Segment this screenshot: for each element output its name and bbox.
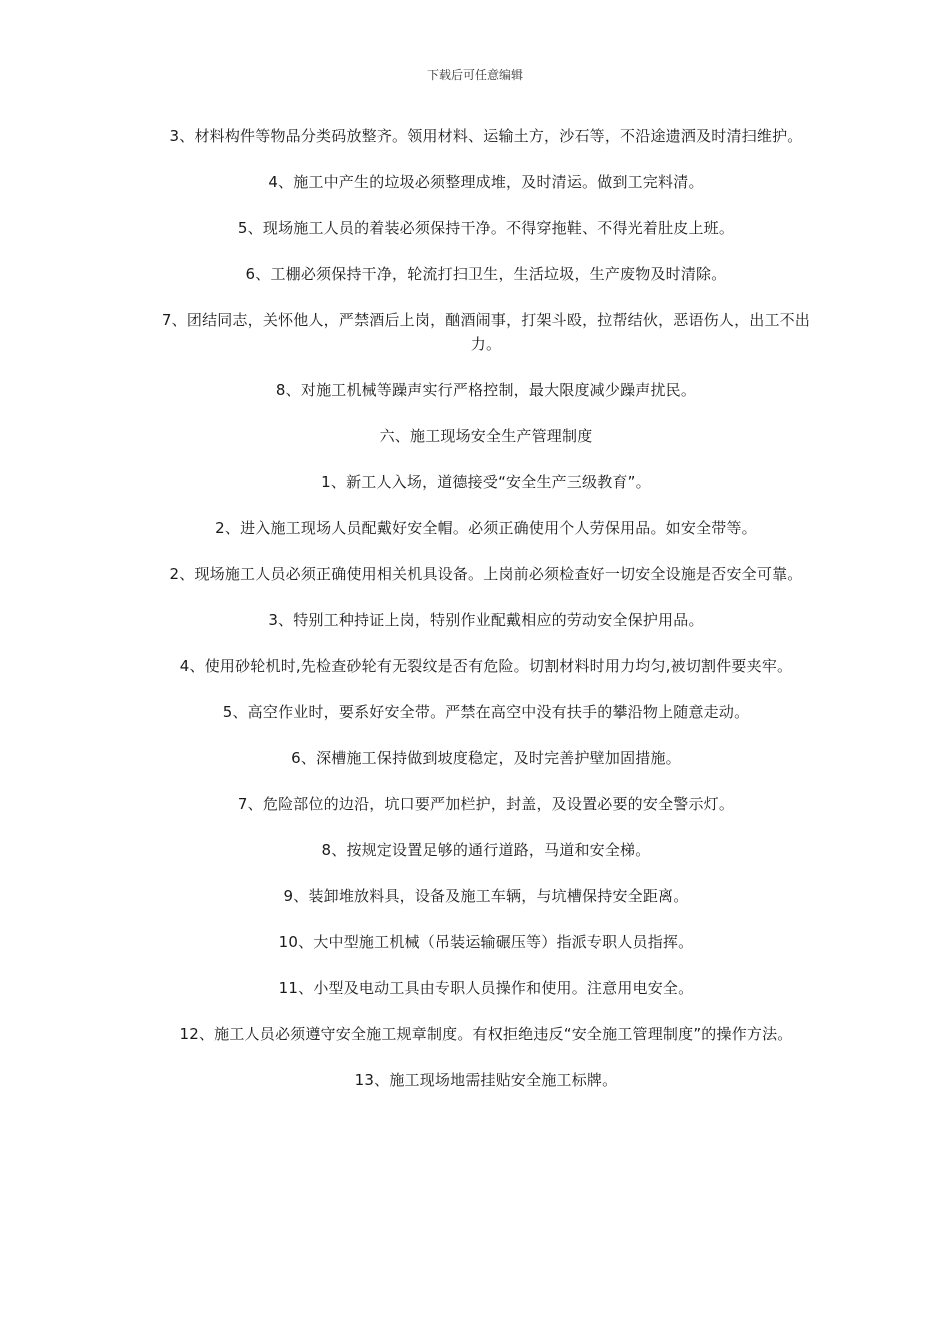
paragraph-danger-edges: 7、危险部位的边沿，坑口要严加栏护，封盖，及设置必要的安全警示灯。 — [237, 795, 735, 813]
paragraph-clothing: 5、现场施工人员的着装必须保持干净。不得穿拖鞋、不得光着肚皮上班。 — [237, 219, 735, 237]
paragraph-conduct: 7、团结同志，关怀他人，严禁酒后上岗，酗酒闹事，打架斗殴，拉帮结伙，恶语伤人，出工不出力。 — [161, 311, 811, 353]
paragraph-loading-distance: 9、装卸堆放料具，设备及施工车辆，与坑槽保持安全距离。 — [283, 887, 689, 905]
paragraph-shed-cleaning: 6、工棚必须保持干净，轮流打扫卫生，生活垃圾，生产废物及时清除。 — [245, 265, 727, 283]
paragraph-machine-command: 10、大中型施工机械（吊装运输碾压等）指派专职人员指挥。 — [278, 933, 694, 951]
paragraph-safety-helmet: 2、进入施工现场人员配戴好安全帽。必须正确使用个人劳保用品。如安全带等。 — [215, 519, 757, 537]
section-heading-safety: 六、施工现场安全生产管理制度 — [379, 427, 593, 445]
paragraph-noise-control: 8、对施工机械等躁声实行严格控制，最大限度减少躁声扰民。 — [275, 381, 697, 399]
paragraph-equipment-check: 2、现场施工人员必须正确使用相关机具设备。上岗前必须检查好一切安全设施是否安全可靠。 — [169, 565, 803, 583]
paragraph-material-storage: 3、材料构件等物品分类码放整齐。领用材料、运输土方，沙石等，不沿途遗洒及时清扫维护。 — [169, 127, 803, 145]
paragraph-safety-rules: 12、施工人员必须遵守安全施工规章制度。有权拒绝违反“安全施工管理制度”的操作方法。 — [179, 1025, 793, 1043]
paragraph-certified-work: 3、特别工种持证上岗，特别作业配戴相应的劳动安全保护用品。 — [268, 611, 704, 629]
paragraph-height-work: 5、高空作业时，要系好安全带。严禁在高空中没有扶手的攀沿物上随意走动。 — [222, 703, 750, 721]
paragraph-safety-education: 1、新工人入场，道德接受“安全生产三级教育”。 — [321, 473, 651, 491]
paragraph-safety-signs: 13、施工现场地需挂贴安全施工标牌。 — [354, 1071, 618, 1089]
paragraph-trench-work: 6、深槽施工保持做到坡度稳定，及时完善护壁加固措施。 — [291, 749, 681, 767]
paragraph-garbage-cleanup: 4、施工中产生的垃圾必须整理成堆，及时清运。做到工完料清。 — [268, 173, 704, 191]
paragraph-grinder-use: 4、使用砂轮机时,先检查砂轮有无裂纹是否有危险。切割材料时用力均匀,被切割件要夹牢。 — [179, 657, 793, 675]
paragraph-access-routes: 8、按规定设置足够的通行道路，马道和安全梯。 — [321, 841, 651, 859]
document-body — [160, 124, 812, 1114]
paragraph-power-tools: 11、小型及电动工具由专职人员操作和使用。注意用电安全。 — [278, 979, 694, 997]
page-header-note: 下载后可任意编辑 — [426, 68, 523, 82]
